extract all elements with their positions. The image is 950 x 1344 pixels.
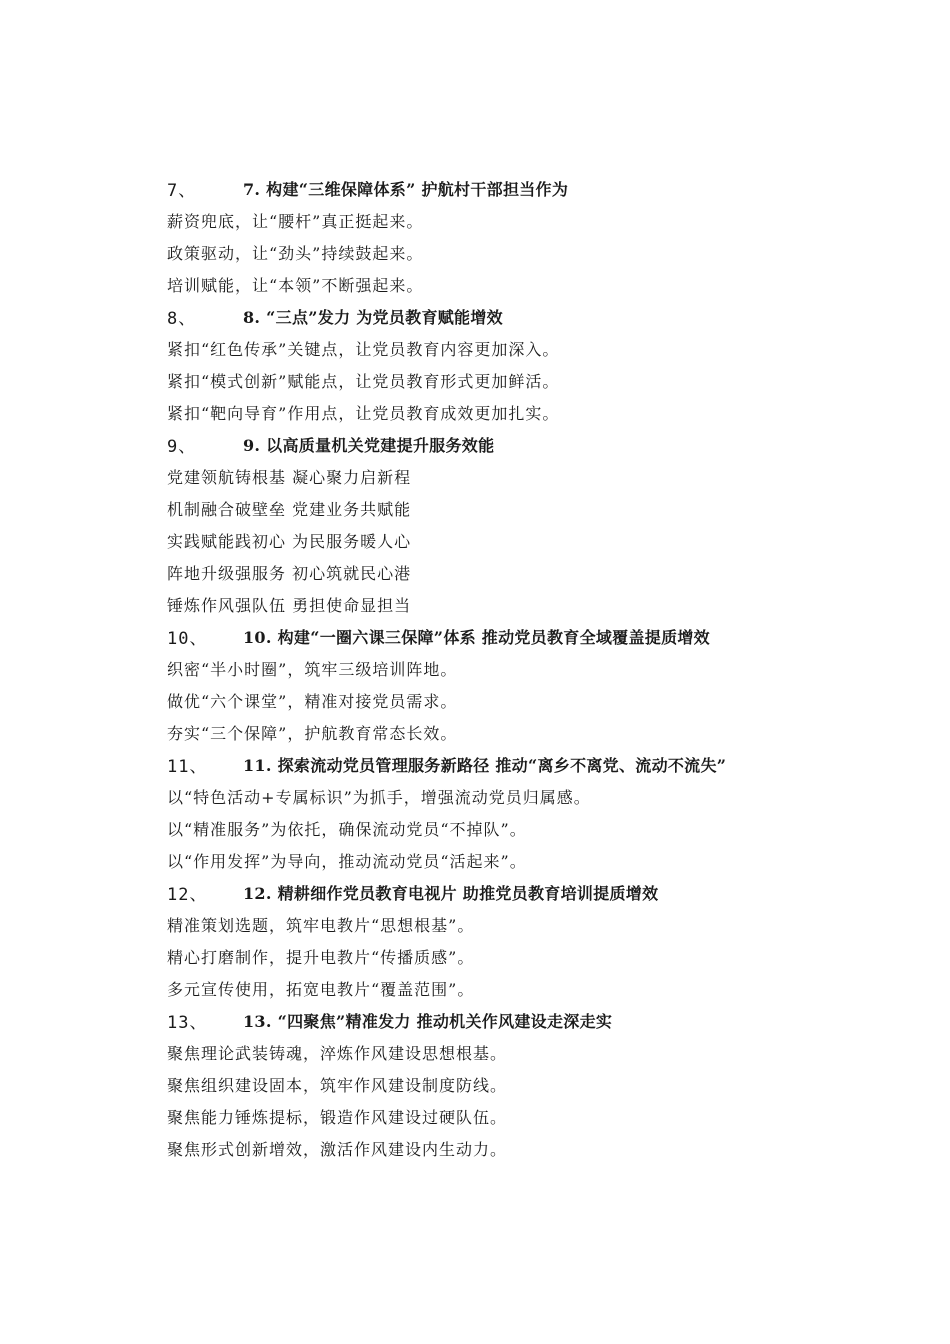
section-title: 10. 构建“一圈六课三保障”体系 推动党员教育全域覆盖提质增效 — [243, 627, 710, 647]
section-header — [167, 300, 867, 332]
section-number: 9、 — [167, 436, 197, 457]
section-number: 8、 — [167, 308, 197, 329]
body-line: 机制融合破壁垒 党建业务共赋能 — [167, 499, 412, 519]
body-line: 聚焦理论武装铸魂，淬炼作风建设思想根基。 — [167, 1043, 508, 1063]
body-line: 做优“六个课堂”，精准对接党员需求。 — [167, 691, 458, 711]
section-header — [167, 172, 867, 204]
section-title: 7. 构建“三维保障体系” 护航村干部担当作为 — [243, 179, 569, 199]
section-number: 11、 — [167, 756, 208, 777]
section — [167, 428, 867, 620]
section-title: 13. “四聚焦”精准发力 推动机关作风建设走深走实 — [243, 1011, 613, 1031]
body-line: 政策驱动，让“劲头”持续鼓起来。 — [167, 243, 424, 263]
body-line: 薪资兜底，让“腰杆”真正挺起来。 — [167, 211, 424, 231]
section — [167, 1004, 867, 1164]
body-line: 精心打磨制作，提升电教片“传播质感”。 — [167, 947, 475, 967]
document-body — [167, 172, 867, 1164]
body-line: 紧扣“红色传承”关键点，让党员教育内容更加深入。 — [167, 339, 560, 359]
section-number: 12、 — [167, 884, 208, 905]
section-number: 10、 — [167, 628, 208, 649]
section-title: 12. 精耕细作党员教育电视片 助推党员教育培训提质增效 — [243, 883, 659, 903]
section-header — [167, 620, 867, 652]
body-line: 锤炼作风强队伍 勇担使命显担当 — [167, 595, 412, 615]
body-line: 以“作用发挥”为导向，推动流动党员“活起来”。 — [167, 851, 527, 871]
section-header — [167, 748, 867, 780]
body-line: 培训赋能，让“本领”不断强起来。 — [167, 275, 424, 295]
section — [167, 876, 867, 1004]
section — [167, 300, 867, 428]
body-line: 实践赋能践初心 为民服务暖人心 — [167, 531, 412, 551]
body-line: 织密“半小时圈”，筑牢三级培训阵地。 — [167, 659, 458, 679]
section-number: 7、 — [167, 180, 197, 201]
body-line: 党建领航铸根基 凝心聚力启新程 — [167, 467, 412, 487]
section-header — [167, 1004, 867, 1036]
body-line: 聚焦形式创新增效，激活作风建设内生动力。 — [167, 1139, 508, 1159]
body-line: 紧扣“模式创新”赋能点，让党员教育形式更加鲜活。 — [167, 371, 560, 391]
body-line: 夯实“三个保障”，护航教育常态长效。 — [167, 723, 458, 743]
body-line: 紧扣“靶向导育”作用点，让党员教育成效更加扎实。 — [167, 403, 560, 423]
section-title: 8. “三点”发力 为党员教育赋能增效 — [243, 307, 503, 327]
section — [167, 748, 867, 876]
section-header — [167, 876, 867, 908]
section-number: 13、 — [167, 1012, 208, 1033]
section-title: 9. 以高质量机关党建提升服务效能 — [243, 435, 495, 455]
body-line: 多元宣传使用，拓宽电教片“覆盖范围”。 — [167, 979, 475, 999]
body-line: 聚焦能力锤炼提标，锻造作风建设过硬队伍。 — [167, 1107, 508, 1127]
body-line: 阵地升级强服务 初心筑就民心港 — [167, 563, 412, 583]
section-header — [167, 428, 867, 460]
section-title: 11. 探索流动党员管理服务新路径 推动“离乡不离党、流动不流失” — [243, 755, 727, 775]
section — [167, 172, 867, 300]
body-line: 以“精准服务”为依托，确保流动党员“不掉队”。 — [167, 819, 527, 839]
body-line: 以“特色活动+专属标识”为抓手，增强流动党员归属感。 — [167, 787, 591, 807]
body-line: 聚焦组织建设固本，筑牢作风建设制度防线。 — [167, 1075, 508, 1095]
section — [167, 620, 867, 748]
body-line: 精准策划选题，筑牢电教片“思想根基”。 — [167, 915, 475, 935]
